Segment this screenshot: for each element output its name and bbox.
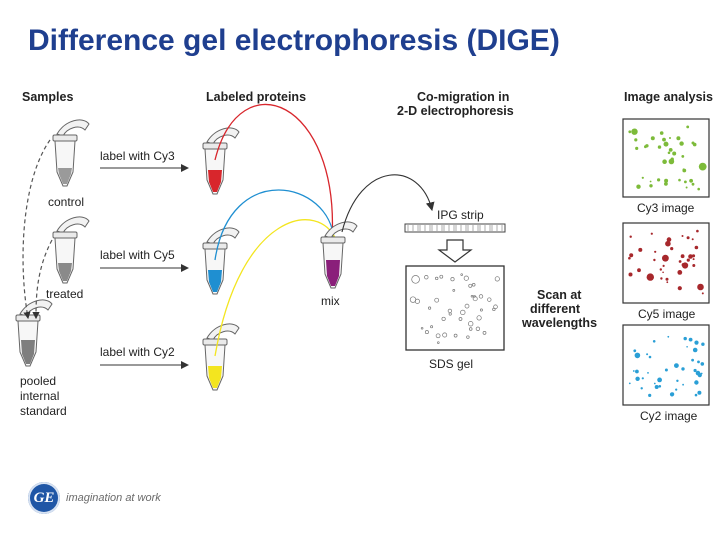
spot — [684, 181, 687, 184]
spot — [692, 264, 695, 267]
spot — [686, 346, 688, 348]
spot — [694, 380, 698, 384]
spot — [665, 369, 668, 372]
spot — [635, 370, 639, 374]
spot — [657, 378, 662, 383]
spot — [679, 141, 683, 145]
spot — [655, 385, 659, 389]
label-sds-gel: SDS gel — [429, 357, 474, 371]
spot — [651, 136, 655, 140]
spot — [693, 258, 695, 260]
spot — [678, 286, 682, 290]
spot — [687, 236, 690, 239]
spot — [651, 233, 653, 235]
spot — [638, 248, 642, 252]
spot — [681, 254, 685, 258]
spot — [662, 272, 664, 274]
spot — [674, 363, 679, 368]
treated-tube-icon — [53, 217, 89, 283]
spot — [637, 268, 641, 272]
spot — [635, 377, 639, 381]
spot — [641, 387, 643, 389]
spot — [631, 129, 637, 135]
spot — [681, 155, 684, 158]
spot — [692, 238, 694, 240]
spot — [693, 348, 698, 353]
spot — [664, 142, 669, 147]
spot — [659, 385, 662, 388]
spot — [658, 145, 661, 148]
spot — [634, 138, 637, 141]
spot — [665, 241, 671, 247]
spot — [689, 338, 693, 342]
spot — [675, 389, 677, 391]
label-cy5: label with Cy5 — [100, 248, 175, 262]
spot — [699, 163, 707, 171]
spot — [635, 147, 638, 150]
header-comigration-line2: 2-D electrophoresis — [397, 104, 514, 118]
spot — [679, 260, 682, 263]
spot — [657, 178, 660, 181]
label-cy2: label with Cy2 — [100, 345, 175, 359]
spot — [628, 257, 631, 260]
spot — [629, 273, 633, 277]
spot — [669, 159, 675, 165]
cy2-transfer-curve — [215, 220, 336, 356]
cy2-image-panel — [623, 325, 709, 405]
spot — [697, 361, 700, 364]
spot — [678, 179, 681, 182]
spot — [645, 144, 648, 147]
cy2-tube-icon — [203, 324, 239, 390]
spot — [692, 142, 695, 145]
spot — [629, 383, 631, 385]
spot — [647, 273, 654, 280]
cy3-transfer-curve — [215, 104, 332, 240]
spot — [633, 370, 635, 372]
spot — [694, 369, 697, 372]
cy5-tube-icon — [203, 228, 239, 294]
spot — [662, 255, 669, 262]
spot — [646, 353, 648, 355]
spot — [660, 131, 664, 135]
spot — [666, 278, 669, 281]
label-internal: internal — [20, 389, 60, 403]
header-image-analysis: Image analysis — [624, 90, 713, 104]
spot — [701, 343, 704, 346]
header-labeled-proteins: Labeled proteins — [206, 90, 307, 104]
mix-tube-icon — [321, 222, 357, 288]
spot — [666, 281, 668, 283]
spot — [676, 136, 680, 140]
spot — [630, 236, 632, 238]
spot — [670, 247, 673, 250]
spot — [686, 187, 688, 189]
spot — [648, 394, 651, 397]
spot — [682, 169, 686, 173]
spot — [677, 270, 682, 275]
spot — [676, 380, 678, 382]
spot — [671, 392, 674, 395]
spot — [649, 356, 652, 359]
spot — [636, 185, 640, 189]
ipg-strip-icon — [405, 224, 505, 232]
spot — [668, 152, 671, 155]
spot — [649, 184, 652, 187]
spot — [629, 253, 633, 257]
spot — [682, 235, 684, 237]
spot — [628, 130, 631, 133]
spot — [653, 340, 656, 343]
spot — [650, 181, 652, 183]
spot — [642, 377, 644, 379]
cy5-image-panel — [623, 223, 709, 303]
label-standard: standard — [20, 404, 67, 418]
spot — [701, 362, 705, 366]
spot — [696, 230, 699, 233]
spot — [692, 183, 695, 186]
header-samples: Samples — [22, 90, 74, 104]
spot — [669, 137, 671, 139]
header-comigration-line1: Co-migration in — [417, 90, 510, 104]
spot — [654, 251, 656, 253]
spot — [633, 349, 636, 352]
label-cy2-image: Cy2 image — [640, 409, 698, 423]
spot — [654, 383, 656, 385]
spot — [692, 254, 695, 257]
spot — [662, 159, 667, 164]
spot — [698, 373, 702, 377]
sds-gel-box — [406, 266, 504, 350]
spot — [682, 384, 684, 386]
spot — [667, 336, 669, 338]
label-treated: treated — [46, 287, 84, 301]
cy3-tube-icon — [203, 128, 239, 194]
spot — [664, 179, 668, 183]
spot — [695, 394, 698, 397]
spot — [653, 259, 655, 261]
footer — [28, 482, 161, 514]
ge-logo-icon: GE — [28, 482, 60, 514]
spot — [689, 179, 693, 183]
label-pooled: pooled — [20, 374, 57, 388]
spot — [660, 268, 662, 270]
label-cy3: label with Cy3 — [100, 149, 175, 163]
spot — [669, 148, 673, 152]
spot — [660, 277, 662, 279]
spot — [697, 284, 704, 291]
scan-line2: different — [530, 302, 580, 316]
spot — [695, 246, 699, 250]
down-arrow-icon — [439, 240, 471, 262]
label-ipg-strip: IPG strip — [437, 208, 484, 222]
label-cy3-image: Cy3 image — [637, 201, 695, 215]
spot — [647, 372, 649, 374]
spot — [635, 353, 641, 359]
scan-line1: Scan at — [537, 288, 582, 302]
spot — [684, 337, 687, 340]
cy5-transfer-curve — [215, 190, 334, 260]
spot — [672, 152, 676, 156]
spot — [697, 391, 701, 395]
label-control: control — [48, 195, 85, 209]
pooled-tube-icon — [16, 300, 52, 366]
control-tube-icon — [53, 120, 89, 186]
label-mix: mix — [321, 294, 340, 308]
scan-line3: wavelengths — [522, 316, 598, 330]
spot — [681, 367, 684, 370]
spot — [697, 188, 700, 191]
spot — [682, 262, 688, 268]
spot — [694, 341, 698, 345]
spot — [662, 138, 666, 142]
spot — [702, 292, 704, 294]
spot — [663, 265, 665, 267]
footer-tagline: imagination at work — [66, 492, 161, 504]
mix-to-strip-arrow — [342, 175, 432, 232]
page-title: Difference gel electrophoresis (DIGE) — [28, 24, 560, 57]
spot — [691, 359, 694, 362]
spot — [687, 259, 690, 262]
label-cy5-image: Cy5 image — [638, 307, 696, 321]
spot — [642, 177, 644, 179]
spot — [686, 126, 689, 129]
